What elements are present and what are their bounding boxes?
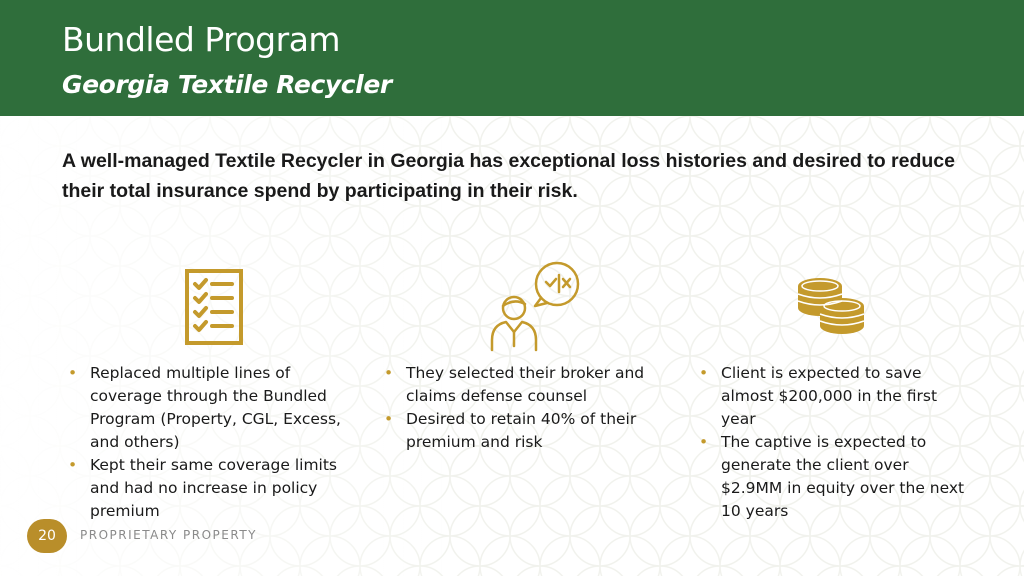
column-2-bullets [382,362,672,454]
coins-icon [794,276,868,336]
slide-title: Bundled Program [62,20,341,59]
bullet-icon: • [68,364,78,382]
bullet-icon: • [384,410,394,428]
list-item: • Kept their same coverage limits and had no increase in policy premium [68,456,338,520]
list-item: • Replaced multiple lines of coverage through the Bundled Program (Property, CGL, Excess, and others) [68,364,341,451]
bullet-icon: • [384,364,394,382]
column-1-bullets [66,362,358,523]
list-item: • The captive is expected to generate the client over $2.9MM in equity over the next 10 years [699,433,965,520]
checklist-icon [184,268,244,346]
bullet-icon: • [699,433,709,451]
advisor-speech-icon [487,260,583,352]
bullet-icon: • [699,364,709,382]
page-number-badge: 20 [27,519,67,553]
slide-header [0,0,1024,116]
proprietary-label: PROPRIETARY PROPERTY [80,528,257,542]
slide-subtitle: Georgia Textile Recycler [62,70,392,99]
list-item: • Desired to retain 40% of their premium and risk [384,410,637,451]
intro-text: A well-managed Textile Recycler in Georgia has exceptional loss histories and desired to reduce their total insurance spend by participating in their risk. [62,150,955,202]
list-item: • They selected their broker and claims defense counsel [384,364,645,405]
column-3-bullets [697,362,967,523]
bullet-icon: • [68,456,78,474]
list-item: • Client is expected to save almost $200,000 in the first year [699,364,938,428]
